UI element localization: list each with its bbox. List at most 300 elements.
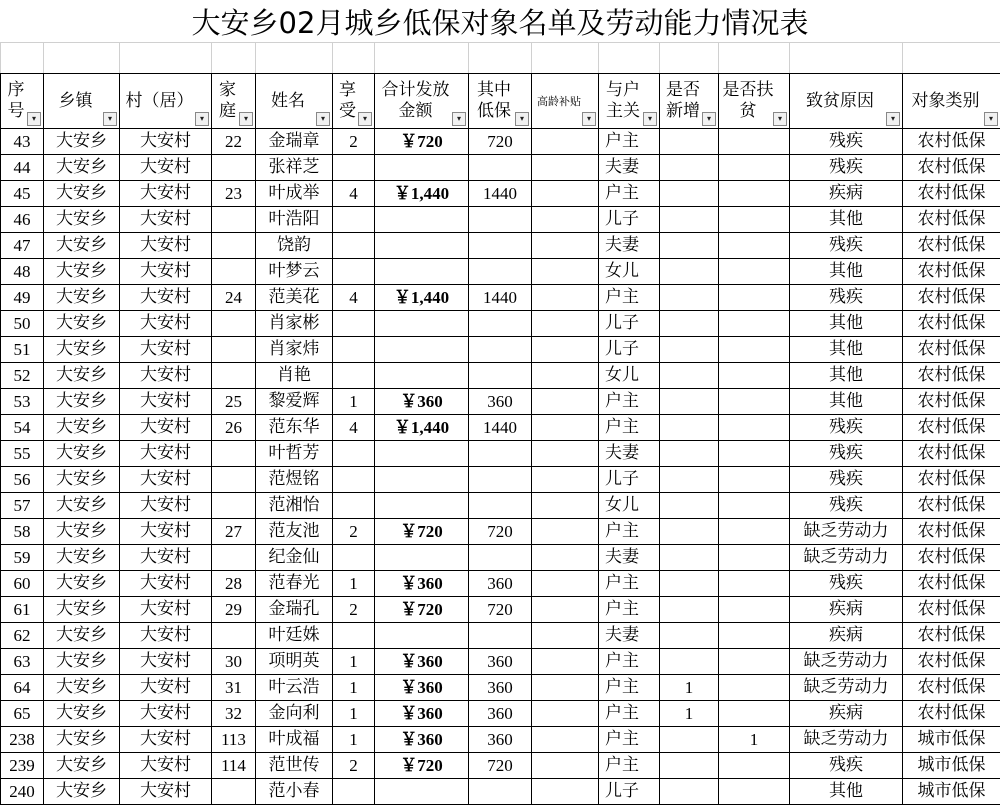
cell-town[interactable]: 大安乡 bbox=[44, 311, 120, 337]
cell-relation[interactable]: 户主 bbox=[599, 389, 660, 415]
filter-dropdown-icon[interactable]: ▾ bbox=[27, 112, 41, 126]
cell-total[interactable]: ￥360 bbox=[375, 701, 469, 727]
cell-reason[interactable]: 缺乏劳动力 bbox=[790, 519, 903, 545]
cell-dibao[interactable]: 360 bbox=[469, 675, 532, 701]
cell-isnew[interactable] bbox=[660, 441, 719, 467]
cell-town[interactable]: 大安乡 bbox=[44, 415, 120, 441]
cell-isnew[interactable] bbox=[660, 181, 719, 207]
cell-elder[interactable] bbox=[532, 519, 599, 545]
cell-village[interactable]: 大安村 bbox=[120, 571, 212, 597]
cell-village[interactable]: 大安村 bbox=[120, 337, 212, 363]
cell-count[interactable]: 2 bbox=[333, 519, 375, 545]
cell-family[interactable]: 24 bbox=[212, 285, 256, 311]
cell-dibao[interactable]: 360 bbox=[469, 701, 532, 727]
cell-elder[interactable] bbox=[532, 311, 599, 337]
cell-count[interactable] bbox=[333, 311, 375, 337]
cell-dibao[interactable] bbox=[469, 155, 532, 181]
cell-village[interactable]: 大安村 bbox=[120, 597, 212, 623]
cell-dibao[interactable]: 720 bbox=[469, 519, 532, 545]
cell-family[interactable]: 27 bbox=[212, 519, 256, 545]
cell-town[interactable]: 大安乡 bbox=[44, 701, 120, 727]
cell-poverty[interactable] bbox=[719, 259, 790, 285]
cell-category[interactable]: 农村低保 bbox=[903, 363, 1000, 389]
cell-village[interactable]: 大安村 bbox=[120, 545, 212, 571]
cell-isnew[interactable] bbox=[660, 259, 719, 285]
cell-count[interactable] bbox=[333, 441, 375, 467]
cell-relation[interactable]: 夫妻 bbox=[599, 623, 660, 649]
cell-seq[interactable]: 52 bbox=[1, 363, 44, 389]
cell-reason[interactable]: 疾病 bbox=[790, 623, 903, 649]
cell-elder[interactable] bbox=[532, 727, 599, 753]
cell-reason[interactable]: 缺乏劳动力 bbox=[790, 649, 903, 675]
cell-isnew[interactable] bbox=[660, 311, 719, 337]
cell-family[interactable] bbox=[212, 467, 256, 493]
cell-name[interactable]: 纪金仙 bbox=[256, 545, 333, 571]
cell-reason[interactable]: 残疾 bbox=[790, 155, 903, 181]
cell-count[interactable]: 4 bbox=[333, 285, 375, 311]
cell-elder[interactable] bbox=[532, 701, 599, 727]
cell-relation[interactable]: 夫妻 bbox=[599, 155, 660, 181]
cell-dibao[interactable]: 1440 bbox=[469, 415, 532, 441]
cell-town[interactable]: 大安乡 bbox=[44, 493, 120, 519]
cell-seq[interactable]: 63 bbox=[1, 649, 44, 675]
cell-isnew[interactable] bbox=[660, 493, 719, 519]
cell-total[interactable] bbox=[375, 545, 469, 571]
cell-total[interactable] bbox=[375, 623, 469, 649]
cell-category[interactable]: 农村低保 bbox=[903, 675, 1000, 701]
cell-total[interactable]: ￥720 bbox=[375, 753, 469, 779]
cell-relation[interactable]: 儿子 bbox=[599, 207, 660, 233]
cell-elder[interactable] bbox=[532, 571, 599, 597]
cell-reason[interactable]: 疾病 bbox=[790, 701, 903, 727]
cell-elder[interactable] bbox=[532, 259, 599, 285]
cell-dibao[interactable]: 1440 bbox=[469, 181, 532, 207]
cell-total[interactable]: ￥360 bbox=[375, 389, 469, 415]
cell-isnew[interactable]: 1 bbox=[660, 675, 719, 701]
cell-poverty[interactable] bbox=[719, 181, 790, 207]
cell-town[interactable]: 大安乡 bbox=[44, 363, 120, 389]
cell-name[interactable]: 叶成举 bbox=[256, 181, 333, 207]
cell-total[interactable]: ￥720 bbox=[375, 519, 469, 545]
cell-count[interactable] bbox=[333, 233, 375, 259]
filter-dropdown-icon[interactable]: ▾ bbox=[582, 112, 596, 126]
cell-name[interactable]: 金瑞章 bbox=[256, 129, 333, 155]
cell-dibao[interactable] bbox=[469, 545, 532, 571]
cell-isnew[interactable] bbox=[660, 155, 719, 181]
cell-village[interactable]: 大安村 bbox=[120, 493, 212, 519]
cell-seq[interactable]: 56 bbox=[1, 467, 44, 493]
cell-reason[interactable]: 疾病 bbox=[790, 597, 903, 623]
cell-dibao[interactable]: 360 bbox=[469, 649, 532, 675]
filter-dropdown-icon[interactable]: ▾ bbox=[984, 112, 998, 126]
cell-dibao[interactable] bbox=[469, 337, 532, 363]
cell-village[interactable]: 大安村 bbox=[120, 701, 212, 727]
cell-village[interactable]: 大安村 bbox=[120, 441, 212, 467]
cell-town[interactable]: 大安乡 bbox=[44, 727, 120, 753]
cell-family[interactable] bbox=[212, 233, 256, 259]
cell-seq[interactable]: 43 bbox=[1, 129, 44, 155]
cell-name[interactable]: 叶廷姝 bbox=[256, 623, 333, 649]
cell-town[interactable]: 大安乡 bbox=[44, 155, 120, 181]
cell-family[interactable]: 22 bbox=[212, 129, 256, 155]
cell-elder[interactable] bbox=[532, 623, 599, 649]
cell-family[interactable] bbox=[212, 259, 256, 285]
cell-category[interactable]: 农村低保 bbox=[903, 623, 1000, 649]
cell-isnew[interactable]: 1 bbox=[660, 701, 719, 727]
cell-dibao[interactable]: 360 bbox=[469, 571, 532, 597]
cell-poverty[interactable] bbox=[719, 545, 790, 571]
cell-seq[interactable]: 49 bbox=[1, 285, 44, 311]
cell-reason[interactable]: 其他 bbox=[790, 337, 903, 363]
cell-dibao[interactable] bbox=[469, 493, 532, 519]
cell-reason[interactable]: 其他 bbox=[790, 389, 903, 415]
cell-total[interactable]: ￥360 bbox=[375, 727, 469, 753]
cell-name[interactable]: 范东华 bbox=[256, 415, 333, 441]
cell-poverty[interactable] bbox=[719, 233, 790, 259]
cell-count[interactable]: 2 bbox=[333, 753, 375, 779]
cell-relation[interactable]: 户主 bbox=[599, 285, 660, 311]
cell-count[interactable] bbox=[333, 493, 375, 519]
cell-poverty[interactable] bbox=[719, 623, 790, 649]
filter-dropdown-icon[interactable]: ▾ bbox=[358, 112, 372, 126]
cell-category[interactable]: 农村低保 bbox=[903, 441, 1000, 467]
cell-reason[interactable]: 残疾 bbox=[790, 571, 903, 597]
cell-category[interactable]: 农村低保 bbox=[903, 701, 1000, 727]
cell-reason[interactable]: 残疾 bbox=[790, 233, 903, 259]
cell-count[interactable] bbox=[333, 623, 375, 649]
cell-elder[interactable] bbox=[532, 545, 599, 571]
cell-dibao[interactable] bbox=[469, 467, 532, 493]
cell-count[interactable]: 1 bbox=[333, 701, 375, 727]
cell-reason[interactable]: 残疾 bbox=[790, 753, 903, 779]
cell-name[interactable]: 金瑞孔 bbox=[256, 597, 333, 623]
cell-isnew[interactable] bbox=[660, 545, 719, 571]
cell-relation[interactable]: 户主 bbox=[599, 571, 660, 597]
cell-reason[interactable]: 残疾 bbox=[790, 441, 903, 467]
cell-total[interactable] bbox=[375, 207, 469, 233]
cell-name[interactable]: 范小春 bbox=[256, 779, 333, 805]
cell-total[interactable]: ￥360 bbox=[375, 675, 469, 701]
cell-seq[interactable]: 64 bbox=[1, 675, 44, 701]
cell-village[interactable]: 大安村 bbox=[120, 675, 212, 701]
cell-isnew[interactable] bbox=[660, 207, 719, 233]
cell-poverty[interactable] bbox=[719, 415, 790, 441]
cell-category[interactable]: 农村低保 bbox=[903, 597, 1000, 623]
cell-village[interactable]: 大安村 bbox=[120, 181, 212, 207]
cell-elder[interactable] bbox=[532, 181, 599, 207]
cell-elder[interactable] bbox=[532, 285, 599, 311]
cell-poverty[interactable] bbox=[719, 753, 790, 779]
cell-seq[interactable]: 59 bbox=[1, 545, 44, 571]
cell-poverty[interactable] bbox=[719, 701, 790, 727]
cell-category[interactable]: 农村低保 bbox=[903, 311, 1000, 337]
cell-village[interactable]: 大安村 bbox=[120, 129, 212, 155]
cell-elder[interactable] bbox=[532, 155, 599, 181]
cell-relation[interactable]: 户主 bbox=[599, 415, 660, 441]
cell-seq[interactable]: 57 bbox=[1, 493, 44, 519]
cell-total[interactable] bbox=[375, 441, 469, 467]
cell-count[interactable]: 1 bbox=[333, 727, 375, 753]
cell-family[interactable] bbox=[212, 779, 256, 805]
cell-relation[interactable]: 户主 bbox=[599, 129, 660, 155]
cell-category[interactable]: 农村低保 bbox=[903, 545, 1000, 571]
cell-name[interactable]: 叶云浩 bbox=[256, 675, 333, 701]
cell-total[interactable]: ￥360 bbox=[375, 649, 469, 675]
cell-dibao[interactable]: 720 bbox=[469, 129, 532, 155]
cell-name[interactable]: 饶韵 bbox=[256, 233, 333, 259]
cell-isnew[interactable] bbox=[660, 779, 719, 805]
cell-isnew[interactable] bbox=[660, 597, 719, 623]
cell-reason[interactable]: 残疾 bbox=[790, 493, 903, 519]
cell-seq[interactable]: 54 bbox=[1, 415, 44, 441]
cell-elder[interactable] bbox=[532, 597, 599, 623]
cell-name[interactable]: 叶哲芳 bbox=[256, 441, 333, 467]
cell-family[interactable]: 31 bbox=[212, 675, 256, 701]
cell-category[interactable]: 农村低保 bbox=[903, 571, 1000, 597]
cell-family[interactable]: 28 bbox=[212, 571, 256, 597]
cell-dibao[interactable]: 360 bbox=[469, 727, 532, 753]
cell-town[interactable]: 大安乡 bbox=[44, 207, 120, 233]
cell-category[interactable]: 农村低保 bbox=[903, 493, 1000, 519]
cell-count[interactable]: 1 bbox=[333, 649, 375, 675]
cell-poverty[interactable] bbox=[719, 311, 790, 337]
cell-dibao[interactable] bbox=[469, 441, 532, 467]
cell-isnew[interactable] bbox=[660, 337, 719, 363]
cell-seq[interactable]: 44 bbox=[1, 155, 44, 181]
cell-poverty[interactable] bbox=[719, 597, 790, 623]
cell-town[interactable]: 大安乡 bbox=[44, 259, 120, 285]
cell-town[interactable]: 大安乡 bbox=[44, 597, 120, 623]
cell-town[interactable]: 大安乡 bbox=[44, 285, 120, 311]
cell-seq[interactable]: 61 bbox=[1, 597, 44, 623]
cell-family[interactable] bbox=[212, 155, 256, 181]
cell-count[interactable] bbox=[333, 155, 375, 181]
cell-village[interactable]: 大安村 bbox=[120, 623, 212, 649]
cell-village[interactable]: 大安村 bbox=[120, 467, 212, 493]
cell-category[interactable]: 城市低保 bbox=[903, 753, 1000, 779]
filter-dropdown-icon[interactable]: ▾ bbox=[773, 112, 787, 126]
filter-dropdown-icon[interactable]: ▾ bbox=[886, 112, 900, 126]
cell-relation[interactable]: 儿子 bbox=[599, 337, 660, 363]
filter-dropdown-icon[interactable]: ▾ bbox=[239, 112, 253, 126]
cell-category[interactable]: 农村低保 bbox=[903, 649, 1000, 675]
cell-village[interactable]: 大安村 bbox=[120, 311, 212, 337]
cell-relation[interactable]: 户主 bbox=[599, 753, 660, 779]
cell-town[interactable]: 大安乡 bbox=[44, 779, 120, 805]
cell-elder[interactable] bbox=[532, 389, 599, 415]
cell-family[interactable] bbox=[212, 363, 256, 389]
cell-count[interactable]: 2 bbox=[333, 597, 375, 623]
cell-total[interactable]: ￥1,440 bbox=[375, 415, 469, 441]
cell-name[interactable]: 项明英 bbox=[256, 649, 333, 675]
cell-relation[interactable]: 女儿 bbox=[599, 493, 660, 519]
cell-poverty[interactable] bbox=[719, 571, 790, 597]
cell-village[interactable]: 大安村 bbox=[120, 363, 212, 389]
cell-dibao[interactable]: 720 bbox=[469, 597, 532, 623]
cell-category[interactable]: 城市低保 bbox=[903, 779, 1000, 805]
cell-poverty[interactable] bbox=[719, 389, 790, 415]
cell-name[interactable]: 范世传 bbox=[256, 753, 333, 779]
cell-elder[interactable] bbox=[532, 337, 599, 363]
cell-relation[interactable]: 夫妻 bbox=[599, 441, 660, 467]
cell-relation[interactable]: 儿子 bbox=[599, 311, 660, 337]
cell-elder[interactable] bbox=[532, 467, 599, 493]
cell-seq[interactable]: 47 bbox=[1, 233, 44, 259]
cell-relation[interactable]: 夫妻 bbox=[599, 545, 660, 571]
cell-relation[interactable]: 户主 bbox=[599, 649, 660, 675]
cell-name[interactable]: 叶浩阳 bbox=[256, 207, 333, 233]
cell-name[interactable]: 肖家炜 bbox=[256, 337, 333, 363]
cell-name[interactable]: 范友池 bbox=[256, 519, 333, 545]
cell-isnew[interactable] bbox=[660, 649, 719, 675]
cell-count[interactable]: 4 bbox=[333, 415, 375, 441]
cell-seq[interactable]: 51 bbox=[1, 337, 44, 363]
cell-name[interactable]: 肖家彬 bbox=[256, 311, 333, 337]
cell-total[interactable] bbox=[375, 363, 469, 389]
cell-family[interactable]: 29 bbox=[212, 597, 256, 623]
cell-elder[interactable] bbox=[532, 753, 599, 779]
cell-isnew[interactable] bbox=[660, 389, 719, 415]
cell-seq[interactable]: 48 bbox=[1, 259, 44, 285]
cell-family[interactable] bbox=[212, 493, 256, 519]
cell-poverty[interactable] bbox=[719, 337, 790, 363]
cell-village[interactable]: 大安村 bbox=[120, 415, 212, 441]
cell-dibao[interactable] bbox=[469, 311, 532, 337]
cell-family[interactable] bbox=[212, 623, 256, 649]
cell-village[interactable]: 大安村 bbox=[120, 649, 212, 675]
cell-count[interactable]: 4 bbox=[333, 181, 375, 207]
cell-reason[interactable]: 残疾 bbox=[790, 415, 903, 441]
cell-village[interactable]: 大安村 bbox=[120, 389, 212, 415]
cell-seq[interactable]: 58 bbox=[1, 519, 44, 545]
cell-dibao[interactable]: 360 bbox=[469, 389, 532, 415]
cell-reason[interactable]: 残疾 bbox=[790, 285, 903, 311]
cell-reason[interactable]: 缺乏劳动力 bbox=[790, 675, 903, 701]
cell-relation[interactable]: 户主 bbox=[599, 519, 660, 545]
cell-poverty[interactable] bbox=[719, 155, 790, 181]
cell-relation[interactable]: 儿子 bbox=[599, 779, 660, 805]
cell-name[interactable]: 肖艳 bbox=[256, 363, 333, 389]
cell-seq[interactable]: 65 bbox=[1, 701, 44, 727]
cell-total[interactable] bbox=[375, 311, 469, 337]
cell-reason[interactable]: 其他 bbox=[790, 363, 903, 389]
cell-name[interactable]: 叶梦云 bbox=[256, 259, 333, 285]
cell-count[interactable]: 2 bbox=[333, 129, 375, 155]
cell-relation[interactable]: 夫妻 bbox=[599, 233, 660, 259]
cell-total[interactable] bbox=[375, 493, 469, 519]
cell-reason[interactable]: 疾病 bbox=[790, 181, 903, 207]
filter-dropdown-icon[interactable]: ▾ bbox=[702, 112, 716, 126]
cell-town[interactable]: 大安乡 bbox=[44, 129, 120, 155]
cell-count[interactable] bbox=[333, 467, 375, 493]
cell-family[interactable]: 25 bbox=[212, 389, 256, 415]
cell-count[interactable] bbox=[333, 779, 375, 805]
cell-category[interactable]: 农村低保 bbox=[903, 337, 1000, 363]
filter-dropdown-icon[interactable]: ▾ bbox=[103, 112, 117, 126]
cell-seq[interactable]: 55 bbox=[1, 441, 44, 467]
cell-category[interactable]: 农村低保 bbox=[903, 207, 1000, 233]
cell-town[interactable]: 大安乡 bbox=[44, 571, 120, 597]
cell-seq[interactable]: 60 bbox=[1, 571, 44, 597]
filter-dropdown-icon[interactable]: ▾ bbox=[316, 112, 330, 126]
cell-relation[interactable]: 户主 bbox=[599, 181, 660, 207]
cell-poverty[interactable] bbox=[719, 779, 790, 805]
cell-isnew[interactable] bbox=[660, 467, 719, 493]
cell-family[interactable]: 32 bbox=[212, 701, 256, 727]
cell-dibao[interactable] bbox=[469, 363, 532, 389]
cell-name[interactable]: 范煜铭 bbox=[256, 467, 333, 493]
cell-town[interactable]: 大安乡 bbox=[44, 545, 120, 571]
cell-dibao[interactable] bbox=[469, 259, 532, 285]
cell-village[interactable]: 大安村 bbox=[120, 753, 212, 779]
cell-poverty[interactable]: 1 bbox=[719, 727, 790, 753]
cell-dibao[interactable] bbox=[469, 207, 532, 233]
cell-count[interactable]: 1 bbox=[333, 675, 375, 701]
cell-total[interactable] bbox=[375, 155, 469, 181]
cell-town[interactable]: 大安乡 bbox=[44, 181, 120, 207]
cell-name[interactable]: 范美花 bbox=[256, 285, 333, 311]
cell-isnew[interactable] bbox=[660, 233, 719, 259]
cell-poverty[interactable] bbox=[719, 129, 790, 155]
cell-count[interactable] bbox=[333, 363, 375, 389]
cell-village[interactable]: 大安村 bbox=[120, 779, 212, 805]
cell-poverty[interactable] bbox=[719, 363, 790, 389]
cell-relation[interactable]: 户主 bbox=[599, 597, 660, 623]
cell-family[interactable]: 26 bbox=[212, 415, 256, 441]
cell-relation[interactable]: 儿子 bbox=[599, 467, 660, 493]
cell-elder[interactable] bbox=[532, 649, 599, 675]
cell-reason[interactable]: 残疾 bbox=[790, 467, 903, 493]
filter-dropdown-icon[interactable]: ▾ bbox=[515, 112, 529, 126]
cell-reason[interactable]: 其他 bbox=[790, 259, 903, 285]
cell-isnew[interactable] bbox=[660, 129, 719, 155]
filter-dropdown-icon[interactable]: ▾ bbox=[643, 112, 657, 126]
cell-isnew[interactable] bbox=[660, 753, 719, 779]
cell-town[interactable]: 大安乡 bbox=[44, 675, 120, 701]
cell-family[interactable] bbox=[212, 545, 256, 571]
cell-family[interactable] bbox=[212, 337, 256, 363]
cell-family[interactable] bbox=[212, 441, 256, 467]
cell-dibao[interactable] bbox=[469, 233, 532, 259]
cell-dibao[interactable]: 720 bbox=[469, 753, 532, 779]
cell-isnew[interactable] bbox=[660, 571, 719, 597]
cell-town[interactable]: 大安乡 bbox=[44, 467, 120, 493]
cell-elder[interactable] bbox=[532, 779, 599, 805]
cell-town[interactable]: 大安乡 bbox=[44, 519, 120, 545]
filter-dropdown-icon[interactable]: ▾ bbox=[452, 112, 466, 126]
cell-dibao[interactable] bbox=[469, 779, 532, 805]
cell-poverty[interactable] bbox=[719, 675, 790, 701]
cell-seq[interactable]: 238 bbox=[1, 727, 44, 753]
cell-category[interactable]: 农村低保 bbox=[903, 259, 1000, 285]
cell-name[interactable]: 张祥芝 bbox=[256, 155, 333, 181]
cell-isnew[interactable] bbox=[660, 727, 719, 753]
cell-category[interactable]: 农村低保 bbox=[903, 181, 1000, 207]
cell-count[interactable]: 1 bbox=[333, 571, 375, 597]
cell-category[interactable]: 城市低保 bbox=[903, 727, 1000, 753]
cell-seq[interactable]: 50 bbox=[1, 311, 44, 337]
cell-town[interactable]: 大安乡 bbox=[44, 753, 120, 779]
cell-total[interactable]: ￥1,440 bbox=[375, 181, 469, 207]
cell-poverty[interactable] bbox=[719, 285, 790, 311]
cell-category[interactable]: 农村低保 bbox=[903, 415, 1000, 441]
cell-town[interactable]: 大安乡 bbox=[44, 389, 120, 415]
cell-elder[interactable] bbox=[532, 129, 599, 155]
cell-category[interactable]: 农村低保 bbox=[903, 285, 1000, 311]
cell-poverty[interactable] bbox=[719, 649, 790, 675]
cell-reason[interactable]: 其他 bbox=[790, 207, 903, 233]
cell-total[interactable]: ￥360 bbox=[375, 571, 469, 597]
